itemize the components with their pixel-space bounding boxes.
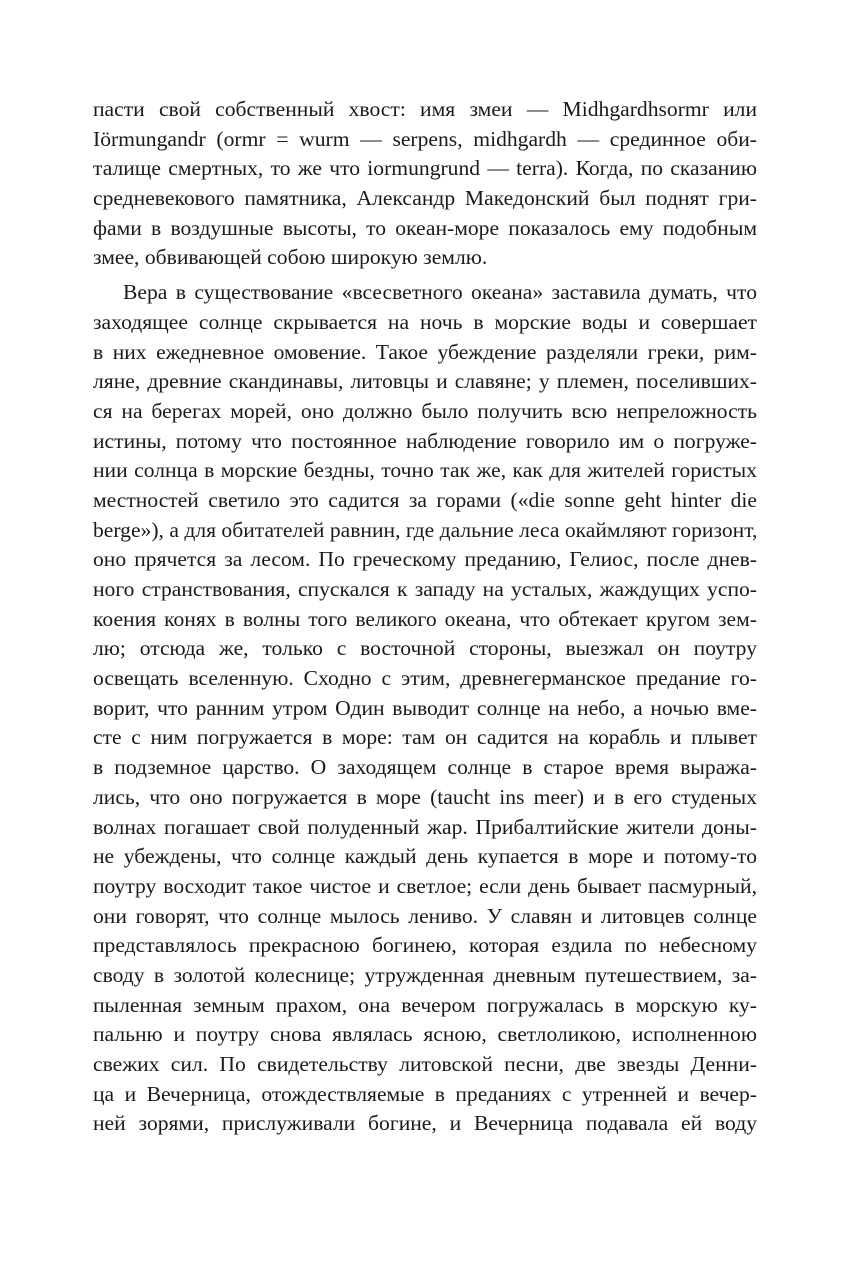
text-line: пальню и поутру снова являлась ясною, светлоликою, исполненною bbox=[93, 1022, 757, 1047]
text-line: ся на берегах морей, оно должно было получить всю непреложность bbox=[93, 398, 757, 423]
text-line: оно прячется за лесом. По греческому преданию, Гелиос, после днев- bbox=[93, 547, 757, 572]
text-line: Iörmungandr (ormr = wurm — serpens, midhgardh — срединное оби- bbox=[93, 126, 757, 151]
text-line: в подземное царство. О заходящем солнце в старое время выража- bbox=[93, 755, 757, 780]
text-line: ного странствования, спускался к западу на усталых, жаждущих успо- bbox=[93, 577, 757, 601]
text-line: нии солнца в морские бездны, точно так же, как для жителей гористых bbox=[93, 458, 757, 483]
text-line: фами в воздушные высоты, то океан-море показалось ему подобным bbox=[93, 215, 757, 240]
text-line: пыленная земным прахом, она вечером погружалась в морскую ку- bbox=[93, 992, 757, 1017]
text-line: не убеждены, что солнце каждый день купается в море и потому-то bbox=[93, 844, 757, 869]
text-line: сте с ним погружается в море: там он садится на корабль и плывет bbox=[93, 725, 757, 750]
text-line: поутру восходит такое чистое и светлое; если день бывает пасмурный, bbox=[93, 873, 757, 898]
text-line: Вера в существование «всесветного океана» заставила думать, что bbox=[123, 280, 757, 305]
text-line: заходящее солнце скрывается на ночь в морские воды и совершает bbox=[93, 309, 757, 334]
text-line: ворит, что ранним утром Один выводит солнце на небо, а ночью вме- bbox=[93, 695, 757, 720]
paragraph-1 bbox=[93, 95, 757, 273]
text-line: коения конях в волны того великого океана, что обтекает кругом зем- bbox=[93, 606, 757, 631]
text-line: berge»), а для обитателей равнин, где дальние леса окаймляют горизонт, bbox=[93, 517, 758, 542]
text-line: своду в золотой колеснице; утружденная дневным путешествием, за- bbox=[93, 962, 757, 987]
text-line: ляне, древние скандинавы, литовцы и славяне; у племен, поселивших- bbox=[93, 369, 757, 394]
text-line: лю; отсюда же, только с восточной стороны, выезжал он поутру bbox=[93, 636, 757, 661]
text-line: ней зорями, прислуживали богине, и Вечерница подавала ей воду bbox=[93, 1111, 757, 1136]
text-line: волнах погашает свой полуденный жар. Прибалтийские жители доны- bbox=[93, 814, 757, 839]
text-line: освещать вселенную. Сходно с этим, древнегерманское предание го- bbox=[93, 666, 757, 691]
text-line: местностей светило это садится за горами («die sonne geht hinter die bbox=[93, 487, 757, 512]
text-line: змее, обвивающей собою широкую землю. bbox=[93, 245, 488, 270]
text-line: представлялось прекрасною богинею, которая ездила по небесному bbox=[93, 933, 757, 958]
text-line: ца и Вечерница, отождествляемые в преданиях с утренней и вечер- bbox=[93, 1081, 757, 1106]
text-line: истины, потому что постоянное наблюдение говорило им о погруже- bbox=[93, 428, 757, 453]
book-page bbox=[93, 95, 757, 1139]
paragraph-2 bbox=[93, 278, 757, 1139]
text-line: в них ежедневное омовение. Такое убеждение разделяли греки, рим- bbox=[93, 339, 757, 364]
text-line: лись, что оно погружается в море (taucht ins meer) и в его студеных bbox=[93, 784, 757, 809]
text-line: свежих сил. По свидетельству литовской песни, две звезды Денни- bbox=[93, 1052, 757, 1076]
text-line: средневекового памятника, Александр Македонский был поднят гри- bbox=[93, 186, 757, 211]
text-line: пасти свой собственный хвост: имя змеи — Midhgardhsormr или bbox=[93, 97, 757, 121]
text-line: талище смертных, то же что iormungrund — terra). Когда, по сказанию bbox=[93, 156, 757, 181]
text-line: они говорят, что солнце мылось лениво. У славян и литовцев солнце bbox=[93, 903, 757, 928]
